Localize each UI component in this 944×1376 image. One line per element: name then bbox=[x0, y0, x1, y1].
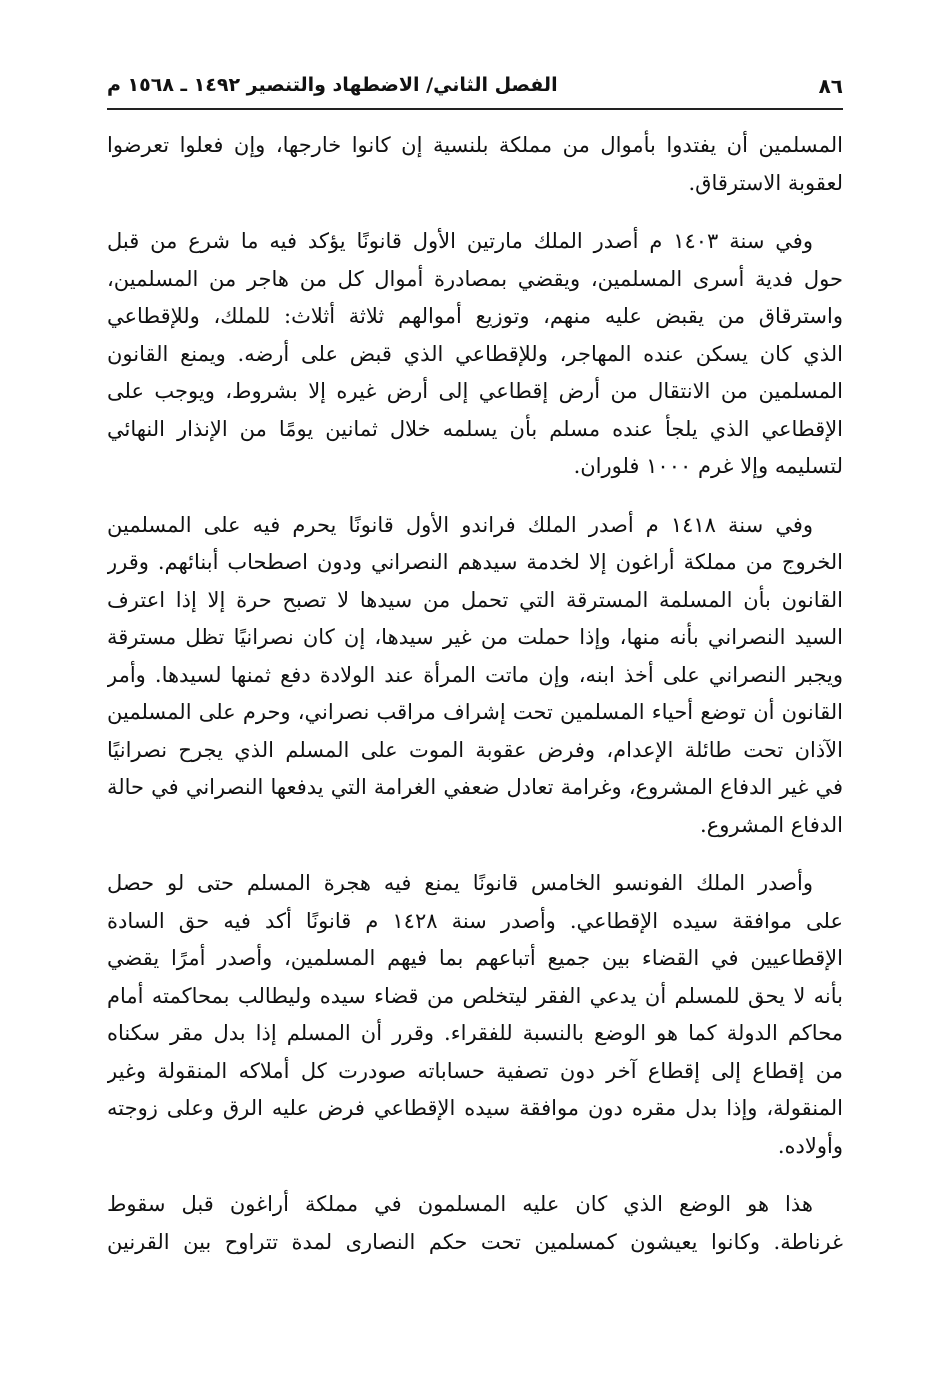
chapter-title: الفصل الثاني/ الاضطهاد والتنصير ١٤٩٢ ـ ١٥٦٨ م bbox=[107, 74, 558, 96]
text-line: وأصدر الملك الفونسو الخامس قانونًا يمنع فيه هجرة المسلم حتى لو حصل bbox=[107, 871, 813, 895]
text-line: المسلمين من الانتقال من أرض إقطاعي إلى أرض غيره إلا بشروط، ويوجب على bbox=[107, 379, 843, 403]
header-rule bbox=[107, 108, 843, 110]
paragraph bbox=[107, 223, 843, 486]
page-body bbox=[107, 127, 843, 1282]
text-line: غرناطة. وكانوا يعيشون كمسلمين تحت حكم النصارى لمدة تتراوح بين القرنين bbox=[107, 1229, 843, 1254]
text-line: الإقطاعيين في القضاء بين جميع أتباعهم بما فيهم المسلمين، وأصدر أمرًا يقضي bbox=[107, 946, 843, 970]
paragraph bbox=[107, 1186, 843, 1261]
text-line: محاكم الدولة كما هو الوضع بالنسبة للفقراء. وقرر أن المسلم إذا بدل مقر سكناه bbox=[107, 1021, 843, 1045]
text-line: السيد النصراني بأنه منها، وإذا حملت من غير سيدها، إن كان نصرانيًا تظل مسترقة bbox=[107, 625, 843, 649]
text-line: القانون أن توضع أحياء المسلمين تحت إشراف مراقب نصراني، وحرم على المسلمين bbox=[107, 700, 843, 724]
text-line: وفي سنة ١٤١٨ م أصدر الملك فراندو الأول قانونًا يحرم فيه على المسلمين bbox=[107, 512, 814, 537]
text-line: ويجبر النصراني على أخذ ابنه، وإن ماتت المرأة عند الولادة دفع ثمنها لسيدها. وأمر bbox=[107, 662, 843, 687]
text-line: الآذان تحت طائلة الإعدام، وفرض عقوبة الموت على المسلم الذي يجرح نصرانيًا bbox=[107, 737, 843, 762]
text-line: حول فدية أسرى المسلمين، ويقضي بمصادرة أموال كل من هاجر من المسلمين، bbox=[107, 266, 843, 291]
text-line: القانون بأن المسلمة المسترقة التي تحمل من سيدها لا تصبح حرة إلا إذا اعترف bbox=[107, 587, 843, 612]
text-line: الخروج من مملكة أراغون إلا لخدمة سيدهم النصراني ودون اصطحاب أبنائهم. وقرر bbox=[107, 550, 843, 574]
text-line: الذي كان يسكن عنده المهاجر، وللإقطاعي الذي قبض على أرضه. ويمنع القانون bbox=[107, 341, 843, 366]
text-line: هذا هو الوضع الذي كان عليه المسلمون في مملكة أراغون قبل سقوط bbox=[107, 1192, 813, 1216]
text-line: وفي سنة ١٤٠٣ م أصدر الملك مارتين الأول قانونًا يؤكد فيه ما شرع من قبل bbox=[107, 229, 813, 253]
text-line: وأولاده. bbox=[777, 1133, 843, 1158]
text-line: واسترقاق من يقبض عليه منهم، وتوزيع أموالهم ثلاثة أثلاث: للملك، وللإقطاعي bbox=[107, 304, 843, 328]
text-line: الإقطاعي الذي يلجأ عنده مسلم بأن يسلمه خلال ثمانين يومًا من الإنذار النهائي bbox=[107, 416, 843, 441]
text-line: من إقطاع إلى إقطاع آخر دون تصفية حساباته صودرت كل أملاكه المنقولة وغير bbox=[107, 1058, 843, 1083]
text-line: لعقوبة الاسترقاق. bbox=[688, 170, 843, 195]
text-line: في غير الدفاع المشروع، وغرامة تعادل ضعفي الغرامة التي يدفعها النصراني في حالة bbox=[107, 775, 843, 799]
text-line: لتسليمه وإلا غرم ١٠٠٠ فلوران. bbox=[573, 454, 843, 478]
text-line: بأنه لا يحق للمسلم أن يدعي الفقر ليتخلص من قضاء سيده وليطالب بمحاكمته أمام bbox=[107, 983, 843, 1008]
paragraph bbox=[107, 127, 843, 202]
text-line: المنقولة، وإذا بدل مقره دون موافقة سيده الإقطاعي فرض عليه الرق وعلى زوجته bbox=[107, 1096, 843, 1120]
text-line: المسلمين أن يفتدوا بأموال من مملكة بلنسية إن كانوا خارجها، وإن فعلوا تعرضوا bbox=[107, 133, 843, 157]
paragraph bbox=[107, 865, 843, 1165]
page-number: ٨٦ bbox=[818, 74, 843, 98]
running-header bbox=[107, 70, 843, 106]
text-line: الدفاع المشروع. bbox=[700, 812, 843, 837]
text-line: على موافقة سيده الإقطاعي. وأصدر سنة ١٤٢٨ م قانونًا أكد فيه حق السادة bbox=[107, 908, 843, 933]
paragraph bbox=[107, 507, 843, 845]
